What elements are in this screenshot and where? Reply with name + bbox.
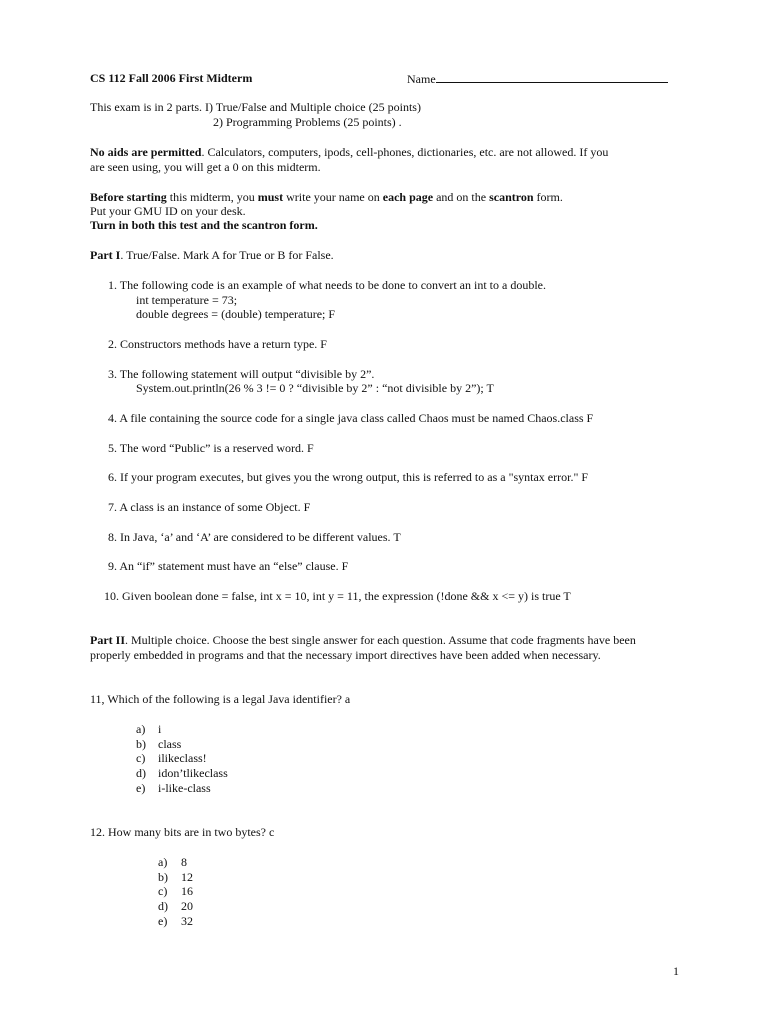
question-2: 2. Constructors methods have a return type. F: [108, 337, 327, 351]
part2-heading: [90, 633, 636, 648]
q12-option-b: [158, 870, 193, 885]
part2-instructions-2: properly embedded in programs and that the necessary import directives have been added when necessary.: [90, 648, 601, 662]
aids-bold: No aids are permitted: [90, 145, 202, 159]
before-text-1: this midterm, you: [166, 190, 258, 204]
q12-option-a: [158, 855, 187, 870]
part2-instructions-1: . Multiple choice. Choose the best single answer for each question. Assume that code fragments have been: [125, 633, 636, 647]
option-text: i-like-class: [158, 781, 211, 795]
question-6: 6. If your program executes, but gives you the wrong output, this is referred to as a "syntax error." F: [108, 470, 589, 484]
name-field[interactable]: [407, 71, 668, 87]
option-letter: a): [158, 855, 168, 869]
q12-option-e: [158, 914, 193, 929]
part1-label: Part I: [90, 248, 121, 262]
aids-paragraph: [90, 145, 608, 160]
option-text: 20: [181, 899, 193, 913]
option-text: 8: [181, 855, 187, 869]
option-letter: d): [158, 899, 168, 913]
intro-line-1: This exam is in 2 parts. I) True/False and Multiple choice (25 points): [90, 100, 421, 114]
q11-option-e: [136, 781, 211, 796]
question-10: 10. Given boolean done = false, int x = 10, int y = 11, the expression (!done && x <= y) is true T: [104, 589, 571, 603]
option-text: ilikeclass!: [158, 751, 207, 765]
question-1: 1. The following code is an example of what needs to be done to convert an int to a double.: [108, 278, 546, 292]
q11-option-a: [136, 722, 161, 737]
option-letter: b): [136, 737, 146, 751]
question-3-code: System.out.println(26 % 3 != 0 ? “divisible by 2” : “not divisible by 2”); T: [136, 381, 494, 395]
part1-heading: [90, 248, 334, 263]
name-label: Name: [407, 72, 436, 86]
option-letter: e): [158, 914, 168, 928]
before-text-2: write your name on: [283, 190, 383, 204]
question-5: 5. The word “Public” is a reserved word. F: [108, 441, 314, 455]
q11-option-d: [136, 766, 228, 781]
part2-label: Part II: [90, 633, 125, 647]
exam-title: CS 112 Fall 2006 First Midterm: [90, 71, 253, 85]
before-bold-3: each page: [382, 190, 434, 204]
gmu-id-instruction: Put your GMU ID on your desk.: [90, 204, 246, 218]
q12-option-c: [158, 884, 193, 899]
part1-instructions: . True/False. Mark A for True or B for False.: [120, 248, 334, 262]
option-text: 12: [181, 870, 193, 884]
question-11: 11, Which of the following is a legal Java identifier? a: [90, 692, 351, 706]
option-text: 32: [181, 914, 193, 928]
q11-option-c: [136, 751, 207, 766]
option-letter: a): [136, 722, 146, 736]
option-text: class: [158, 737, 182, 751]
question-7: 7. A class is an instance of some Object. F: [108, 500, 311, 514]
question-1-code-1: int temperature = 73;: [136, 293, 238, 307]
option-text: i: [158, 722, 162, 736]
before-bold-1: Before starting: [90, 190, 167, 204]
before-paragraph: [90, 190, 563, 205]
question-12: 12. How many bits are in two bytes? c: [90, 825, 275, 839]
option-text: 16: [181, 884, 193, 898]
name-blank[interactable]: [436, 71, 668, 83]
question-4: 4. A file containing the source code for a single java class called Chaos must be named Chaos.class F: [108, 411, 594, 425]
aids-text-1: . Calculators, computers, ipods, cell-phones, dictionaries, etc. are not allowed. If you: [201, 145, 609, 159]
option-letter: b): [158, 870, 168, 884]
question-3: 3. The following statement will output “divisible by 2”.: [108, 367, 375, 381]
before-bold-2: must: [257, 190, 284, 204]
aids-text-2: are seen using, you will get a 0 on this midterm.: [90, 160, 321, 174]
q11-option-b: [136, 737, 181, 752]
question-8: 8. In Java, ‘a’ and ‘A’ are considered to be different values. T: [108, 530, 401, 544]
before-text-3: and on the: [433, 190, 490, 204]
option-letter: e): [136, 781, 146, 795]
q12-option-d: [158, 899, 193, 914]
question-1-code-2: double degrees = (double) temperature; F: [136, 307, 336, 321]
page-number: 1: [673, 964, 679, 978]
turn-in-instruction: Turn in both this test and the scantron form.: [90, 218, 318, 232]
option-letter: d): [136, 766, 146, 780]
before-text-4: form.: [533, 190, 563, 204]
option-text: idon’tlikeclass: [158, 766, 228, 780]
intro-line-2: 2) Programming Problems (25 points) .: [213, 115, 402, 129]
before-bold-4: scantron: [489, 190, 534, 204]
option-letter: c): [158, 884, 168, 898]
question-9: 9. An “if” statement must have an “else” clause. F: [108, 559, 349, 573]
option-letter: c): [136, 751, 146, 765]
